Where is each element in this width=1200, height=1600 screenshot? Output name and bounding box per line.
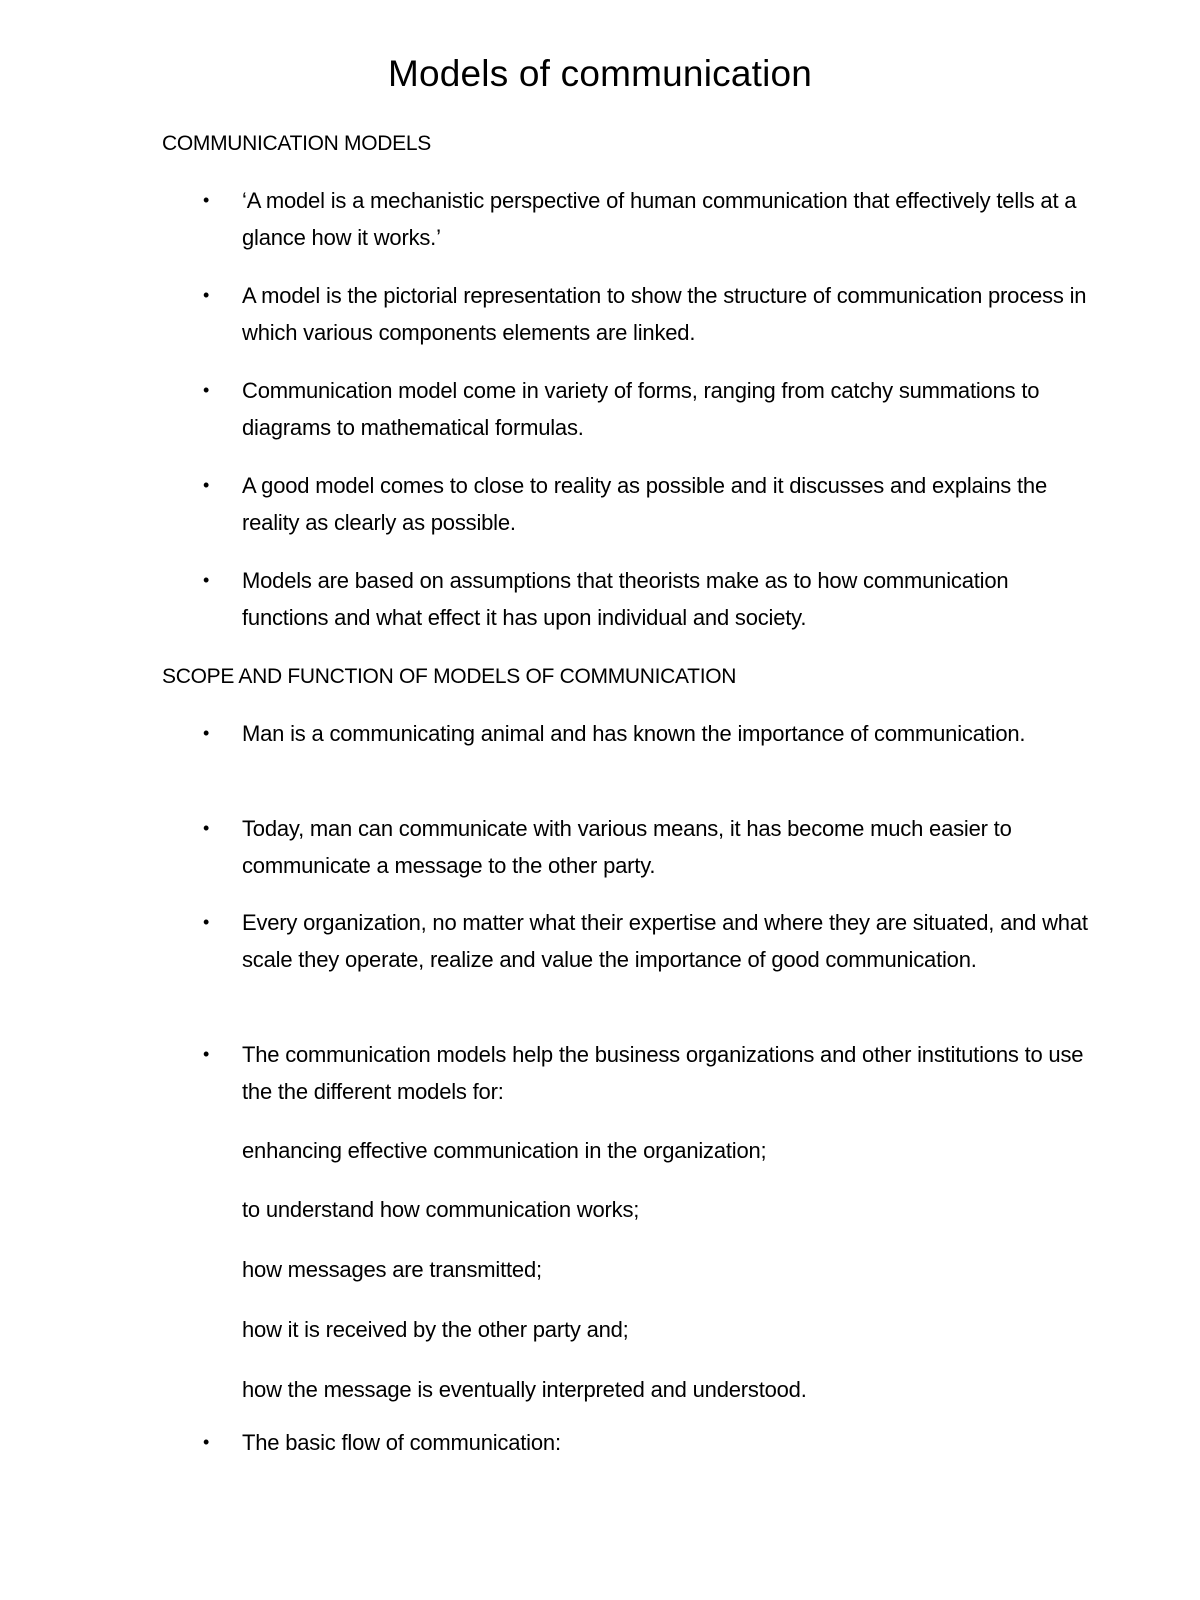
- list-item: [162, 182, 1092, 256]
- list-item: [162, 904, 1092, 978]
- section-heading-scope-and-function: SCOPE AND FUNCTION OF MODELS OF COMMUNICATION: [162, 665, 737, 688]
- list-item-text: Communication model come in variety of forms, ranging from catchy summations to diagrams to mathematical formulas.: [242, 378, 1040, 440]
- list-item-text: Today, man can communicate with various means, it has become much easier to communicate a message to the other party.: [242, 816, 1012, 878]
- bullet-icon: •: [203, 818, 210, 838]
- bullet-icon: •: [203, 380, 210, 400]
- list-item-text: Every organization, no matter what their expertise and where they are situated, and what scale they operate, realize and value the importance of good communication.: [242, 910, 1088, 972]
- bullet-icon: •: [203, 570, 210, 590]
- list-item: [162, 467, 1092, 541]
- list-item: [162, 810, 1092, 884]
- list-item: [162, 1424, 1092, 1461]
- sub-item: how the message is eventually interpreted and understood.: [242, 1377, 807, 1402]
- bullet-icon: •: [203, 1044, 210, 1064]
- sub-item: enhancing effective communication in the organization;: [242, 1138, 767, 1163]
- bullet-icon: •: [203, 285, 210, 305]
- document-title: Models of communication: [387, 53, 813, 94]
- sub-item: to understand how communication works;: [242, 1197, 640, 1222]
- bullet-icon: •: [203, 1432, 210, 1452]
- list-item-text: Man is a communicating animal and has known the importance of communication.: [242, 721, 1026, 746]
- list-item-text: The communication models help the business organizations and other institutions to use the the different models for:: [242, 1042, 1084, 1104]
- list-item: [162, 372, 1092, 446]
- bullet-icon: •: [203, 475, 210, 495]
- list-item-text: A model is the pictorial representation to show the structure of communication process in which various components elements are linked.: [242, 283, 1087, 345]
- bullet-icon: •: [203, 912, 210, 932]
- section-heading-communication-models: COMMUNICATION MODELS: [162, 132, 431, 155]
- list-item-text: A good model comes to close to reality as possible and it discusses and explains the reality as clearly as possible.: [242, 473, 1047, 535]
- bullet-icon: •: [203, 190, 210, 210]
- sub-item: how messages are transmitted;: [242, 1257, 542, 1282]
- list-item: [162, 1036, 1092, 1110]
- list-item-text: Models are based on assumptions that theorists make as to how communication functions and what effect it has upon individual and society.: [242, 568, 1009, 630]
- list-item: [162, 715, 1092, 752]
- sub-item: how it is received by the other party and;: [242, 1317, 629, 1342]
- list-item: [162, 562, 1092, 636]
- list-item-text: ‘A model is a mechanistic perspective of human communication that effectively tells at a glance how it works.’: [242, 188, 1077, 250]
- bullet-icon: •: [203, 723, 210, 743]
- list-item: [162, 277, 1092, 351]
- list-item-text: The basic flow of communication:: [242, 1430, 561, 1455]
